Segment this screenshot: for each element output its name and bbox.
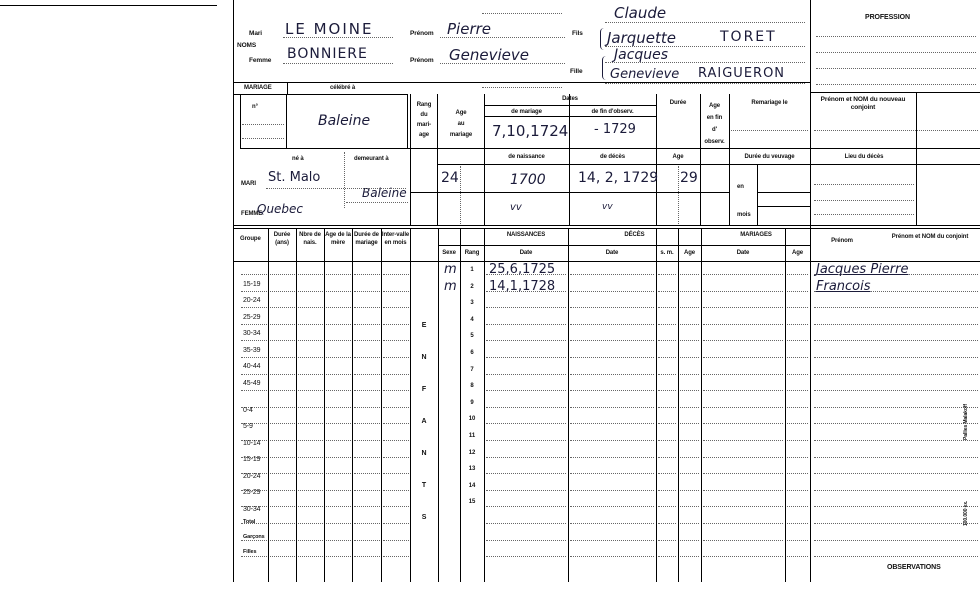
group-label: Garçons [243,534,265,540]
husband-residence: Baleine [362,186,407,200]
enfants-letter: E [421,322,427,329]
mother-wife-first: Genevieve [610,67,680,82]
remariage-label: Remariage le [751,100,788,106]
mariage-bottom-border [233,225,980,226]
rang-number: 11 [468,433,476,439]
rang-number: 4 [470,316,474,323]
rang-number: 10 [468,416,476,423]
wife-surname: BONNIERE [287,46,368,62]
duree-ans-label: Durée (ans) [273,232,291,246]
en-label: en [737,184,744,190]
group-label: 15-19 [243,281,261,288]
enfants-letter: S [421,514,427,521]
deces-date-label: Date [605,250,619,256]
top-rule [0,5,217,6]
deces-age-label: Age [683,250,696,256]
rang-mariage-label: Rang du mari- age [416,102,432,138]
husband-birthplace: St. Malo [268,170,321,185]
wife-death: vv [602,202,613,212]
wife-firstname: Genevieve [449,46,529,64]
group-label: 40-44 [243,363,261,370]
date-mariage-label: de mariage [511,109,542,115]
mariage-top-border [233,82,810,83]
husband-birth: 1700 [510,172,546,188]
husband-age-marriage: 24 [441,170,459,186]
deces-label: de décès [600,154,625,160]
mariages-label: MARIAGES [740,232,772,238]
duree-label: Durée [669,100,687,106]
wife-birth: vv [510,202,522,213]
mari-label: Mari [249,30,262,37]
age-mere-label: Age de la mère [325,232,351,246]
ne-a-label: né à [292,156,304,162]
fin-observ-label: de fin d'observ. [591,109,634,115]
mother-husband-first: Jarquette [607,29,677,47]
side-text-2: 100.000 ex. [963,500,969,526]
age-fin-label: Age en fin d' observ. [704,103,725,145]
noms-label: NOMS [237,42,257,49]
father-wife: Jacques [614,47,669,63]
deces-table-label: DÉCÈS [624,232,645,238]
side-text-1: Pallies Malakoff [963,404,969,440]
wife-birthplace: Quebec [257,202,304,216]
child-sexe: m [444,278,457,294]
enfants-letter: T [421,482,427,489]
group-label: 30-34 [243,506,261,513]
rang-number: 2 [470,283,474,290]
group-label: 35-39 [243,347,261,354]
marriage-place: Baleine [318,113,371,129]
duree-veuvage-label: Durée du veuvage [744,154,795,160]
group-label: 0-4 [243,407,253,414]
rang-number: 9 [470,399,474,406]
husband-death: 14, 2, 1729 [578,170,659,186]
enfants-letter: F [421,386,427,393]
dates-label: Dates [562,96,578,102]
group-label: 25-29 [243,314,261,321]
form-left-border [233,0,234,582]
date-mariage-value: 7,10,1724 [492,122,569,140]
group-label: 30-34 [243,330,261,337]
mariage-age-label: Age [791,250,804,256]
rang-number: 15 [468,499,476,506]
group-label: 15-19 [243,456,261,463]
enfants-letter: N [421,354,427,361]
mariage-date-label: Date [736,250,750,256]
fils-label: Fils [572,30,583,37]
mariage-label: MARIAGE [244,85,272,91]
rang-number: 6 [470,350,474,356]
enfants-letter: A [421,418,427,425]
husband-surname: LE MOINE [285,20,374,38]
sexe-label: Sexe [442,250,456,256]
rang-label: Rang [464,250,480,256]
child-birth-date: 25,6,1725 [489,262,556,277]
lieu-deces-label: Lieu du décès [844,154,884,160]
nbre-naiss-label: Nbre de nais. [299,232,321,246]
date-fin-value: - 1729 [594,122,636,137]
rang-number: 8 [470,383,474,390]
child-sexe: m [444,262,457,277]
rang-number: 14 [468,482,476,489]
husband-age: 29 [680,170,698,186]
naissance-date-label: Date [519,250,533,256]
nouveau-conjoint-label: Prénom et NOM du nouveau conjoint [820,96,906,111]
father-husband: Claude [614,4,667,22]
mari-row-label: MARI [241,181,256,187]
profession-label: PROFESSION [865,14,910,21]
rang-number: 13 [468,466,476,473]
observations-label: OBSERVATIONS [887,564,941,571]
rang-number: 1 [470,267,474,273]
group-label: 10-14 [243,440,261,447]
femme-label: Femme [249,57,272,64]
rang-number: 5 [470,333,474,340]
age-mariage-label: Age au mariage [449,110,473,138]
no-label: n° [252,104,258,110]
enfants-letter: N [421,450,427,457]
group-label: Filles [243,549,257,555]
group-label: Total [243,519,256,525]
rang-number: 7 [470,366,474,373]
mother-wife-surname: RAIGUERON [698,66,786,81]
duree-mariage-label: Durée de mariage [354,232,379,246]
naissances-label: NAISSANCES [506,232,546,238]
group-label: 20-24 [243,297,261,304]
mother-husband-surname: TORET [720,29,777,45]
child-prenom: Francois [816,278,871,294]
child-prenom: Jacques Pierre [816,262,909,277]
prenom-conjoint-label: Prénom et NOM du conjoint [891,234,969,240]
fille-label: Fille [570,68,583,75]
sm-label: s. m. [660,250,674,256]
group-label: 45-49 [243,380,261,387]
prenom-label: Prénom [831,238,853,244]
group-label: 5-9 [243,423,253,430]
prenom-label-mari: Prénom [410,30,434,37]
naissance-label: de naissance [508,154,545,160]
child-birth-date: 14,1,1728 [489,278,556,294]
rang-number: 12 [468,449,476,456]
femme-row-label: FEMME [241,211,263,217]
groupe-label: Groupe [240,236,261,242]
intervalle-label: Inter-valle en mois [381,232,410,246]
celebre-label: célébré à [330,85,356,91]
mois-label: mois [737,212,751,218]
husband-firstname: Pierre [447,20,492,38]
demeurant-label: demeurant à [354,156,389,162]
group-label: 20-24 [243,473,261,480]
group-label: 25-29 [243,489,261,496]
prenom-label-femme: Prénom [410,57,434,64]
age-col-label: Age [672,154,684,160]
rang-number: 3 [470,300,474,307]
